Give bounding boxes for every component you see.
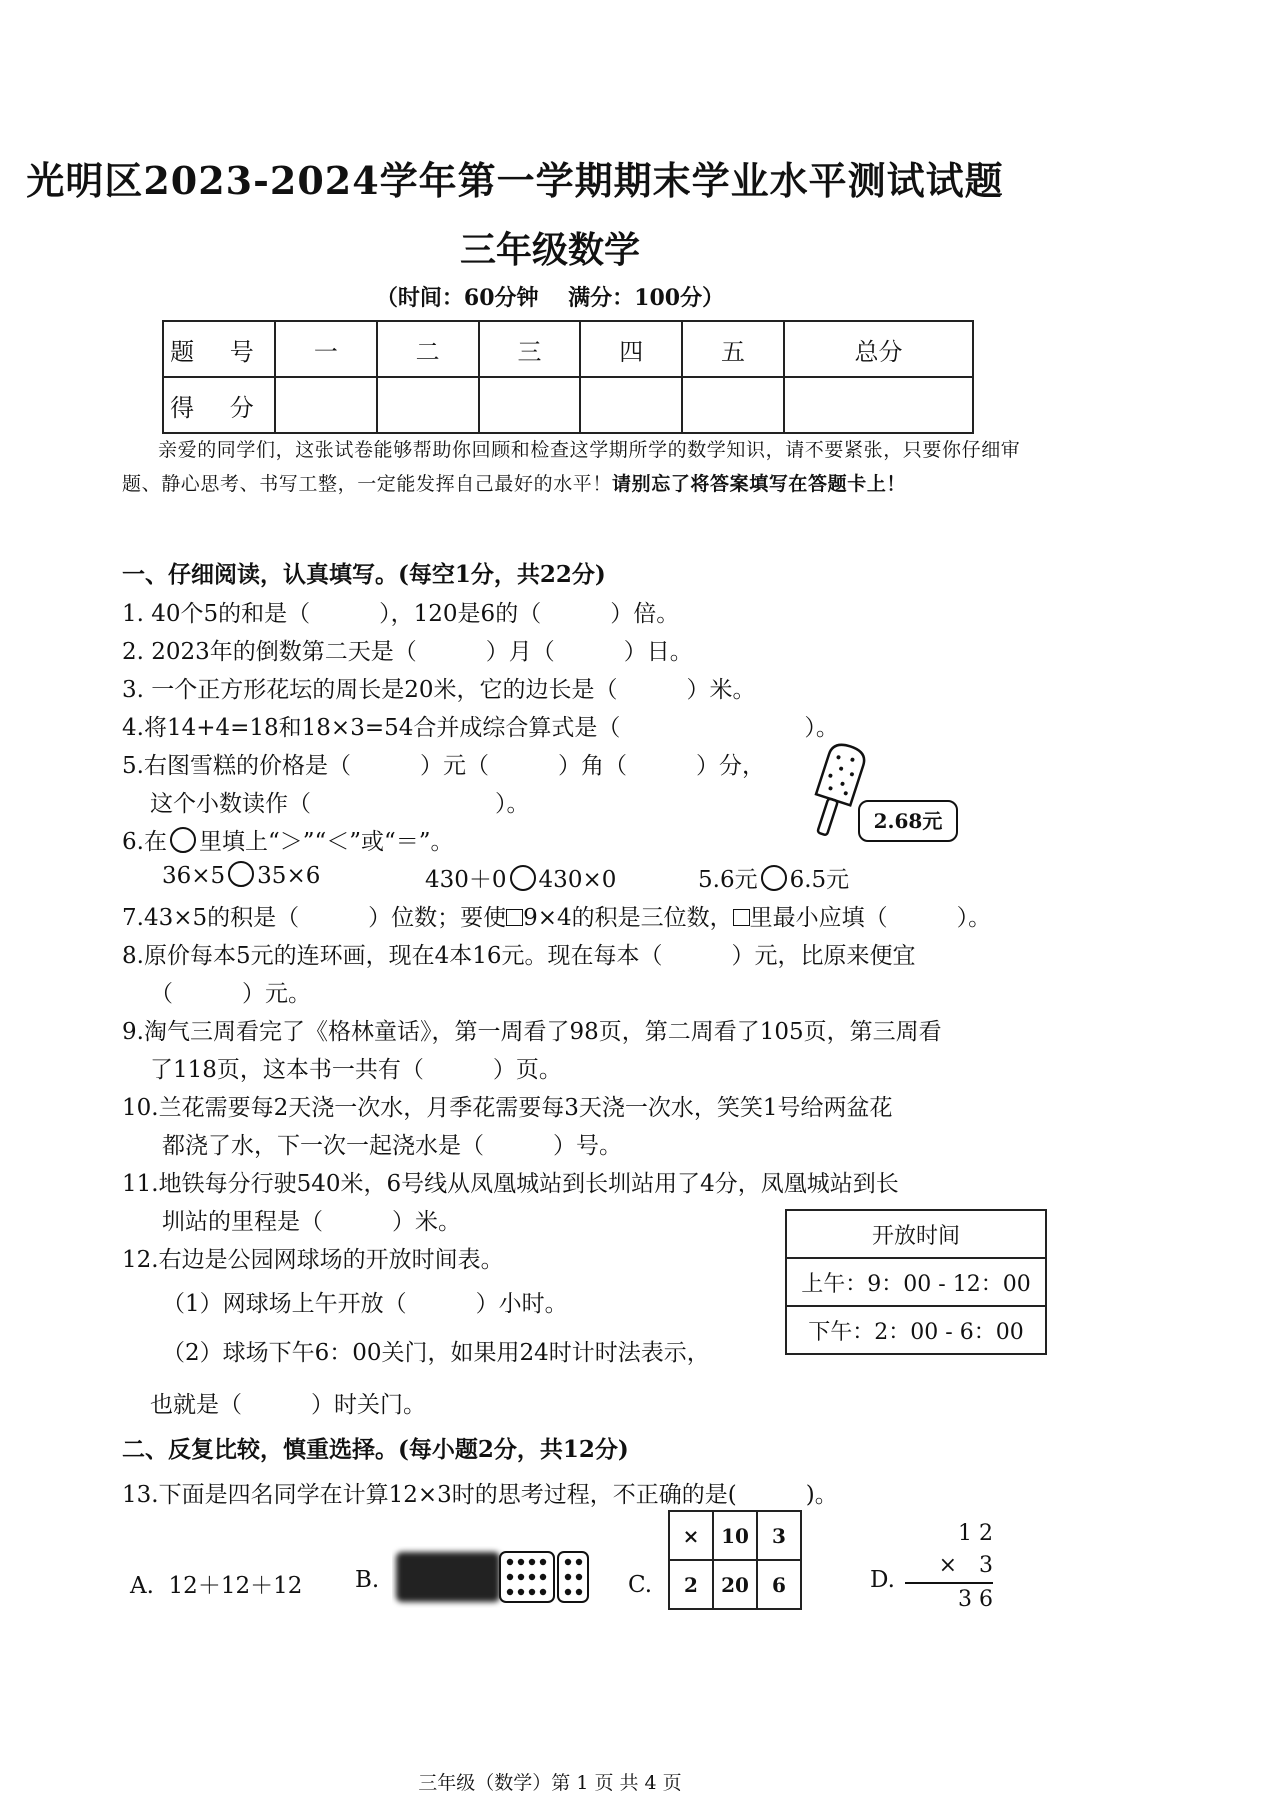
score-cell: 五: [682, 321, 784, 377]
square-blank-icon: [733, 909, 750, 926]
dot-array-image: [392, 1546, 592, 1608]
question-10-line1: 10.兰花需要每2天浇一次水，月季花需要每3天浇一次水，笑笑1号给两盆花: [122, 1095, 893, 1121]
opening-hours-table: [785, 1209, 1047, 1355]
intro-text: 亲爱的同学们，这张试卷能够帮助你回顾和检查这学期所学的数学知识，请不要紧张，只要你仔细审题、静心思考、书写工整，一定能发挥自己最好的水平！: [122, 439, 1021, 495]
score-cell: 题 号: [163, 321, 275, 377]
question-11-line1: 11.地铁每分行驶540米，6号线从凤凰城站到长圳站用了4分，凤凰城站到长: [122, 1171, 899, 1197]
score-blank-cell: [275, 377, 377, 433]
question-12-part-3: 也就是（ ）时关门。: [150, 1392, 426, 1418]
question-6-text: 里填上“＞”“＜”或“＝”。: [198, 829, 454, 855]
hours-afternoon: 下午：2：00 - 6：00: [786, 1306, 1046, 1354]
option-b-label: B.: [355, 1567, 380, 1593]
score-table-header-row: [163, 321, 973, 377]
question-10-line2: 都浇了水，下一次一起浇水是（ ）号。: [162, 1133, 622, 1159]
score-blank-cell: [784, 377, 973, 433]
square-blank-icon: [506, 909, 523, 926]
grid-cell: 20: [713, 1560, 757, 1609]
dot-block-two: [558, 1552, 588, 1602]
question-9-line2: 了118页，这本书一共有（ ）页。: [150, 1057, 562, 1083]
circle-blank-icon: [510, 865, 536, 891]
question-6: [122, 823, 454, 856]
question-5-line2: 这个小数读作（ ）。: [150, 791, 530, 817]
score-cell: 总分: [784, 321, 973, 377]
compare-item-1: [162, 861, 320, 889]
circle-blank-icon: [170, 827, 196, 853]
vertical-middle: × 3: [905, 1550, 993, 1584]
question-8-line1: 8.原价每本5元的连环画，现在4本16元。现在每本（ ）元，比原来便宜: [122, 943, 916, 969]
question-1: 1. 40个5的和是（ ），120是6的（ ）倍。: [122, 601, 680, 627]
grid-cell: ×: [669, 1511, 713, 1560]
compare-item-2: [425, 861, 616, 894]
score-cell: 一: [275, 321, 377, 377]
grid-cell: 2: [669, 1560, 713, 1609]
hours-header: 开放时间: [786, 1210, 1046, 1258]
score-blank-cell: [377, 377, 479, 433]
option-c-label: C.: [628, 1572, 653, 1598]
intro-paragraph: [122, 433, 1022, 501]
question-12-part-2: （2）球场下午6：00关门，如果用24时计时法表示，: [162, 1340, 710, 1366]
compare-right: 6.5元: [789, 867, 850, 893]
exam-subtitle: 三年级数学: [459, 229, 640, 271]
circle-blank-icon: [228, 861, 254, 887]
price-tag: 2.68元: [858, 800, 958, 842]
circle-blank-icon: [761, 865, 787, 891]
question-7-part-b: 9×4的积是三位数，: [523, 905, 733, 931]
score-blank-cell: [580, 377, 682, 433]
question-5-line1: 5.右图雪糕的价格是（ ）元（ ）角（ ）分，: [122, 753, 765, 779]
question-8-line2: （ ）元。: [150, 981, 311, 1007]
blurred-dot-block: [396, 1552, 500, 1602]
vertical-result: 3 6: [958, 1587, 993, 1612]
compare-right: 35×6: [257, 863, 321, 889]
question-2: 2. 2023年的倒数第二天是（ ）月（ ）日。: [122, 639, 693, 665]
compare-left: 430＋0: [425, 867, 507, 893]
score-cell: 四: [580, 321, 682, 377]
option-a: [130, 1567, 302, 1600]
question-12-part-1: （1）网球场上午开放（ ）小时。: [162, 1291, 568, 1317]
compare-left: 36×5: [162, 863, 226, 889]
grid-cell: 3: [757, 1511, 801, 1560]
question-7-part-a: 7.43×5的积是（ ）位数；要使: [122, 905, 507, 931]
multiplication-grid: [668, 1510, 802, 1610]
section1-heading: 一、仔细阅读，认真填写。(每空1分，共22分): [122, 561, 606, 588]
question-3: 3. 一个正方形花坛的周长是20米，它的边长是（ ）米。: [122, 677, 756, 703]
vertical-multiplication: [905, 1518, 993, 1616]
intro-bold-text: 请别忘了将答案填写在答题卡上！: [612, 473, 907, 495]
question-7-part-c: 里最小应填（ ）。: [749, 905, 992, 931]
compare-left: 5.6元: [698, 867, 758, 893]
score-cell: 三: [479, 321, 581, 377]
grid-cell: 10: [713, 1511, 757, 1560]
question-4: 4.将14+4=18和18×3=54合并成综合算式是（ ）。: [122, 715, 839, 741]
vertical-top: 1 2: [958, 1521, 993, 1546]
hours-morning: 上午：9：00 - 12：00: [786, 1258, 1046, 1306]
option-d-label: D.: [870, 1567, 895, 1593]
score-cell: 得 分: [163, 377, 275, 433]
time-info: （时间：60分钟 满分：100分）: [375, 285, 725, 311]
question-6-prefix: 6.在: [122, 829, 167, 855]
score-table-score-row: [163, 377, 973, 433]
page-footer: 三年级（数学）第 1 页 共 4 页: [418, 1772, 682, 1794]
score-blank-cell: [479, 377, 581, 433]
score-blank-cell: [682, 377, 784, 433]
question-9-line1: 9.淘气三周看完了《格林童话》，第一周看了98页，第二周看了105页，第三周看: [122, 1019, 942, 1045]
exam-title: 光明区2023-2024学年第一学期期末学业水平测试试题: [26, 158, 1004, 203]
question-11-line2: 圳站的里程是（ ）米。: [162, 1209, 461, 1235]
question-7: [122, 899, 991, 932]
question-13: 13.下面是四名同学在计算12×3时的思考过程，不正确的是( )。: [122, 1482, 838, 1508]
option-a-text: 12＋12＋12: [168, 1573, 303, 1599]
score-cell: 二: [377, 321, 479, 377]
question-12: 12.右边是公园网球场的开放时间表。: [122, 1247, 504, 1273]
score-table: [162, 320, 974, 434]
compare-item-3: [698, 861, 849, 894]
option-a-label: A.: [130, 1573, 154, 1599]
section2-heading: 二、反复比较，慎重选择。(每小题2分，共12分): [122, 1436, 629, 1463]
compare-right: 430×0: [538, 867, 617, 893]
grid-cell: 6: [757, 1560, 801, 1609]
